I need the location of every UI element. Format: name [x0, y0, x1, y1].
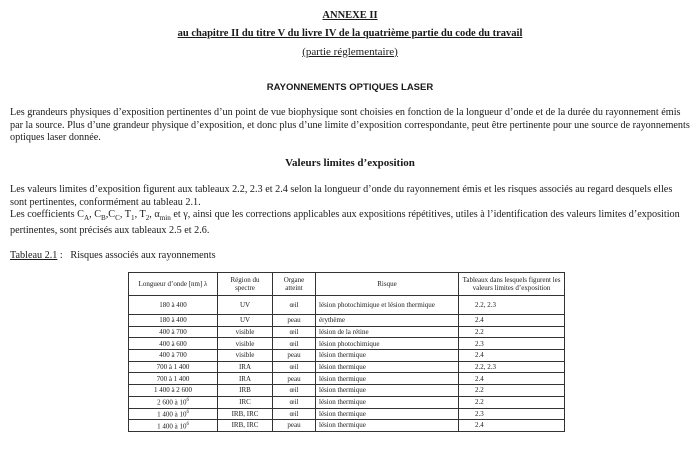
cell-organ: œil [273, 385, 316, 397]
cell-risk: lésion de la rétine [316, 326, 459, 338]
cell-region: visible [218, 350, 273, 362]
cell-tables: 2.2 [459, 326, 565, 338]
cell-wavelength: 180 à 400 [129, 315, 218, 327]
cell-tables: 2.3 [459, 338, 565, 350]
cell-region: IRB [218, 385, 273, 397]
cell-risk: érythème [316, 315, 459, 327]
table-row [129, 361, 565, 373]
cell-region: IRA [218, 373, 273, 385]
cell-region: IRB, IRC [218, 408, 273, 420]
cell-organ: peau [273, 350, 316, 362]
header-risk: Risque [316, 273, 459, 296]
cell-wavelength: 400 à 700 [129, 326, 218, 338]
cell-organ: peau [273, 315, 316, 327]
cell-tables: 2.4 [459, 315, 565, 327]
section-title: RAYONNEMENTS OPTIQUES LASER [266, 82, 434, 93]
cell-organ: œil [273, 338, 316, 350]
cell-tables: 2.2 [459, 385, 565, 397]
table-caption: Tableau 2.1 : Risques associés aux rayonnements [10, 250, 216, 261]
cell-region: visible [218, 338, 273, 350]
cell-tables: 2.4 [459, 373, 565, 385]
cell-risk: lésion thermique [316, 408, 459, 420]
cell-tables: 2.3 [459, 408, 565, 420]
table-row [129, 385, 565, 397]
subsection-title: Valeurs limites d’exposition [285, 157, 415, 169]
partie-reglementaire: (partie réglementaire) [302, 46, 398, 58]
table-row [129, 420, 565, 432]
cell-tables: 2.4 [459, 420, 565, 432]
cell-risk: lésion thermique [316, 385, 459, 397]
cell-region: IRC [218, 396, 273, 408]
cell-organ: œil [273, 296, 316, 315]
header-tables: Tableaux dans lesquels figurent les valeurs limites d’exposition [459, 273, 565, 296]
table-caption-label: Tableau 2.1 [10, 250, 58, 261]
table-row [129, 408, 565, 420]
intro-paragraph: Les grandeurs physiques d’exposition pertinentes d’un point de vue biophysique sont choisies en fonction de la longueur d’onde et de la durée du rayonnement émis par la source. Plus d’une grandeur physique d’exposition, et donc plus d’une limite d’exposition correspondante, peut être pertinente pour une source de rayonnements optiques laser donnée. [10, 107, 690, 144]
cell-wavelength: 700 à 1 400 [129, 361, 218, 373]
header-wavelength: Longueur d’onde [nm] λ [129, 273, 218, 296]
cell-wavelength: 700 à 1 400 [129, 373, 218, 385]
cell-organ: peau [273, 373, 316, 385]
cell-organ: œil [273, 408, 316, 420]
cell-region: UV [218, 315, 273, 327]
header-organ: Organe atteint [273, 273, 316, 296]
limits-paragraph: Les valeurs limites d’exposition figurent aux tableaux 2.2, 2.3 et 2.4 selon la longueur d’onde du rayonnement émis et les risques associés au regard desquels elles sont pertinentes, conformément au tableau 2.1. [10, 184, 673, 208]
cell-tables: 2.2, 2.3 [459, 361, 565, 373]
chapitre-reference: au chapitre II du titre V du livre IV de la quatrième partie du code du travail [177, 28, 523, 39]
risks-table [128, 272, 565, 432]
cell-region: IRA [218, 361, 273, 373]
table-row [129, 296, 565, 315]
cell-wavelength: 400 à 700 [129, 350, 218, 362]
table-row [129, 350, 565, 362]
cell-wavelength: 1 400 à 2 600 [129, 385, 218, 397]
cell-wavelength: 180 à 400 [129, 296, 218, 315]
cell-organ: œil [273, 361, 316, 373]
coefficients-paragraph: Les coefficients $C_A$, $C_B,C_C$, $T_1$, $T_2$, $\alpha_{min}$ et γ, ainsi que les corrections applicables aux expositions répétitives, utiles à l’identification des valeurs limites d’exposition pertinentes, sont précisés aux tableaux 2.5 et 2.6. [10, 209, 680, 236]
table-row [129, 373, 565, 385]
table-row [129, 396, 565, 408]
cell-region: IRB, IRC [218, 420, 273, 432]
cell-wavelength: 400 à 600 [129, 338, 218, 350]
cell-wavelength: 1 400 à $10^6$ [129, 420, 218, 432]
cell-region: UV [218, 296, 273, 315]
cell-organ: œil [273, 396, 316, 408]
cell-risk: lésion photochimique [316, 338, 459, 350]
cell-wavelength: 2 600 à $10^6$ [129, 396, 218, 408]
cell-risk: lésion photochimique et lésion thermique [316, 296, 459, 315]
cell-wavelength: 1 400 à $10^6$ [129, 408, 218, 420]
cell-organ: peau [273, 420, 316, 432]
cell-tables: 2.4 [459, 350, 565, 362]
table-row [129, 315, 565, 327]
cell-tables: 2.2 [459, 396, 565, 408]
cell-risk: lésion thermique [316, 361, 459, 373]
table-caption-title: Risques associés aux rayonnements [70, 250, 216, 261]
cell-tables: 2.2, 2.3 [459, 296, 565, 315]
header-region: Région du spectre [218, 273, 273, 296]
table-row [129, 326, 565, 338]
annexe-title: ANNEXE II [322, 10, 378, 21]
cell-organ: œil [273, 326, 316, 338]
table-row [129, 338, 565, 350]
cell-risk: lésion thermique [316, 396, 459, 408]
cell-risk: lésion thermique [316, 373, 459, 385]
cell-risk: lésion thermique [316, 350, 459, 362]
cell-risk: lésion thermique [316, 420, 459, 432]
cell-region: visible [218, 326, 273, 338]
table-header-row [129, 273, 565, 296]
